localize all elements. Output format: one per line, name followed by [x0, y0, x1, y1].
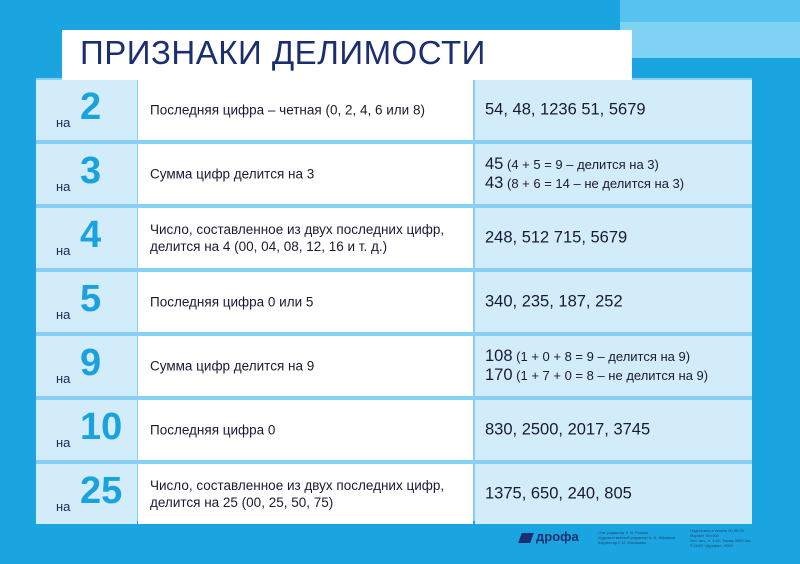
example-line-1	[485, 155, 684, 174]
divisor-cell	[36, 336, 137, 396]
example-text: 830, 2500, 2017, 3745	[485, 420, 651, 439]
table-row-3	[36, 144, 752, 204]
divisor-number: 4	[80, 214, 102, 256]
divisor-cell	[36, 144, 137, 204]
credits-line: Художественный редактор А. А. Абрамов	[598, 535, 675, 540]
rule-text: Сумма цифр делится на 3	[150, 166, 315, 182]
example-explanation: (8 + 6 = 14 – не делится на 3)	[506, 176, 685, 191]
rule-cell	[138, 400, 473, 460]
divisor-number: 3	[80, 150, 102, 192]
example-number: 108	[485, 347, 513, 365]
divisor-number: 10	[80, 406, 123, 448]
table-row-4	[36, 208, 752, 268]
corner-decoration	[620, 0, 800, 22]
divisor-cell	[36, 80, 137, 140]
rule-cell	[138, 80, 473, 140]
example-cell	[475, 400, 752, 460]
example-text: 54, 48, 1236 51, 5679	[485, 100, 646, 119]
divisor-number: 9	[80, 342, 102, 384]
corner-decoration-light	[620, 22, 800, 58]
rule-cell	[138, 272, 473, 332]
rule-cell	[138, 464, 473, 524]
table-row-25	[36, 464, 752, 524]
example-text: 340, 235, 187, 252	[485, 292, 623, 311]
rule-cell	[138, 208, 473, 268]
example-explanation: (4 + 5 = 9 – делится на 3)	[506, 157, 659, 172]
rule-text: Число, составленное из двух последних цифр, делится на 25 (00, 25, 50, 75)	[150, 478, 445, 510]
example-cell	[475, 336, 752, 396]
rule-text: Число, составленное из двух последних цифр, делится на 4 (00, 04, 08, 12, 16 и т. д.)	[150, 222, 445, 254]
rule-cell	[138, 144, 473, 204]
na-label: на	[56, 371, 71, 386]
na-label: на	[56, 243, 71, 258]
table-row-5	[36, 272, 752, 332]
divisor-number: 25	[80, 470, 123, 512]
publisher-name: дрофа	[536, 529, 579, 544]
page-title: ПРИЗНАКИ ДЕЛИМОСТИ	[80, 34, 486, 71]
table-row-10	[36, 400, 752, 460]
example-text: 248, 512 715, 5679	[485, 228, 628, 247]
divisor-cell	[36, 400, 137, 460]
credits-text	[598, 530, 675, 545]
na-label: на	[56, 499, 71, 514]
credits-line: Отв. редактор Л. В. Рогова	[598, 530, 648, 535]
example-cell	[475, 464, 752, 524]
drofa-logo-icon	[518, 533, 534, 543]
example-lines	[485, 155, 684, 193]
publisher-logo	[520, 529, 579, 544]
na-label: на	[56, 115, 71, 130]
print-line: Подписано в печать 00.00.00	[690, 528, 744, 533]
na-label: на	[56, 179, 71, 194]
example-line-1	[485, 347, 708, 366]
na-label: на	[56, 307, 71, 322]
example-lines	[485, 347, 708, 385]
example-text: 1375, 650, 240, 805	[485, 484, 632, 503]
credits-line: Корректор Г. И. Мосякина	[598, 540, 646, 545]
table-row-2	[36, 80, 752, 140]
rule-text: Сумма цифр делится на 9	[150, 358, 315, 374]
print-line: © ООО «Дрофа», 0000	[690, 543, 733, 548]
divisor-number: 2	[80, 86, 102, 128]
example-explanation: (1 + 0 + 8 = 9 – делится на 9)	[516, 349, 691, 364]
divisor-cell	[36, 464, 137, 524]
example-explanation: (1 + 7 + 0 = 8 – не делится на 9)	[516, 368, 709, 383]
print-info	[690, 528, 752, 548]
rule-text: Последняя цифра 0 или 5	[150, 294, 314, 310]
example-cell	[475, 144, 752, 204]
rule-text: Последняя цифра – четная (0, 2, 4, 6 или 8)	[150, 102, 425, 118]
example-number: 170	[485, 366, 513, 384]
example-cell	[475, 80, 752, 140]
rule-text: Последняя цифра 0	[150, 422, 276, 438]
example-cell	[475, 208, 752, 268]
table-row-9	[36, 336, 752, 396]
divisor-cell	[36, 272, 137, 332]
rule-cell	[138, 336, 473, 396]
example-number: 45	[485, 155, 504, 173]
na-label: на	[56, 435, 71, 450]
divisor-number: 5	[80, 278, 102, 320]
publisher-footer	[520, 527, 760, 549]
example-line-2	[485, 174, 684, 193]
divisor-cell	[36, 208, 137, 268]
example-number: 43	[485, 174, 504, 192]
example-cell	[475, 272, 752, 332]
example-line-2	[485, 366, 708, 385]
print-line: Формат 70×100	[690, 533, 719, 538]
print-line: Усл. печ. л. 1,00. Тираж 0000 экз.	[690, 538, 752, 543]
